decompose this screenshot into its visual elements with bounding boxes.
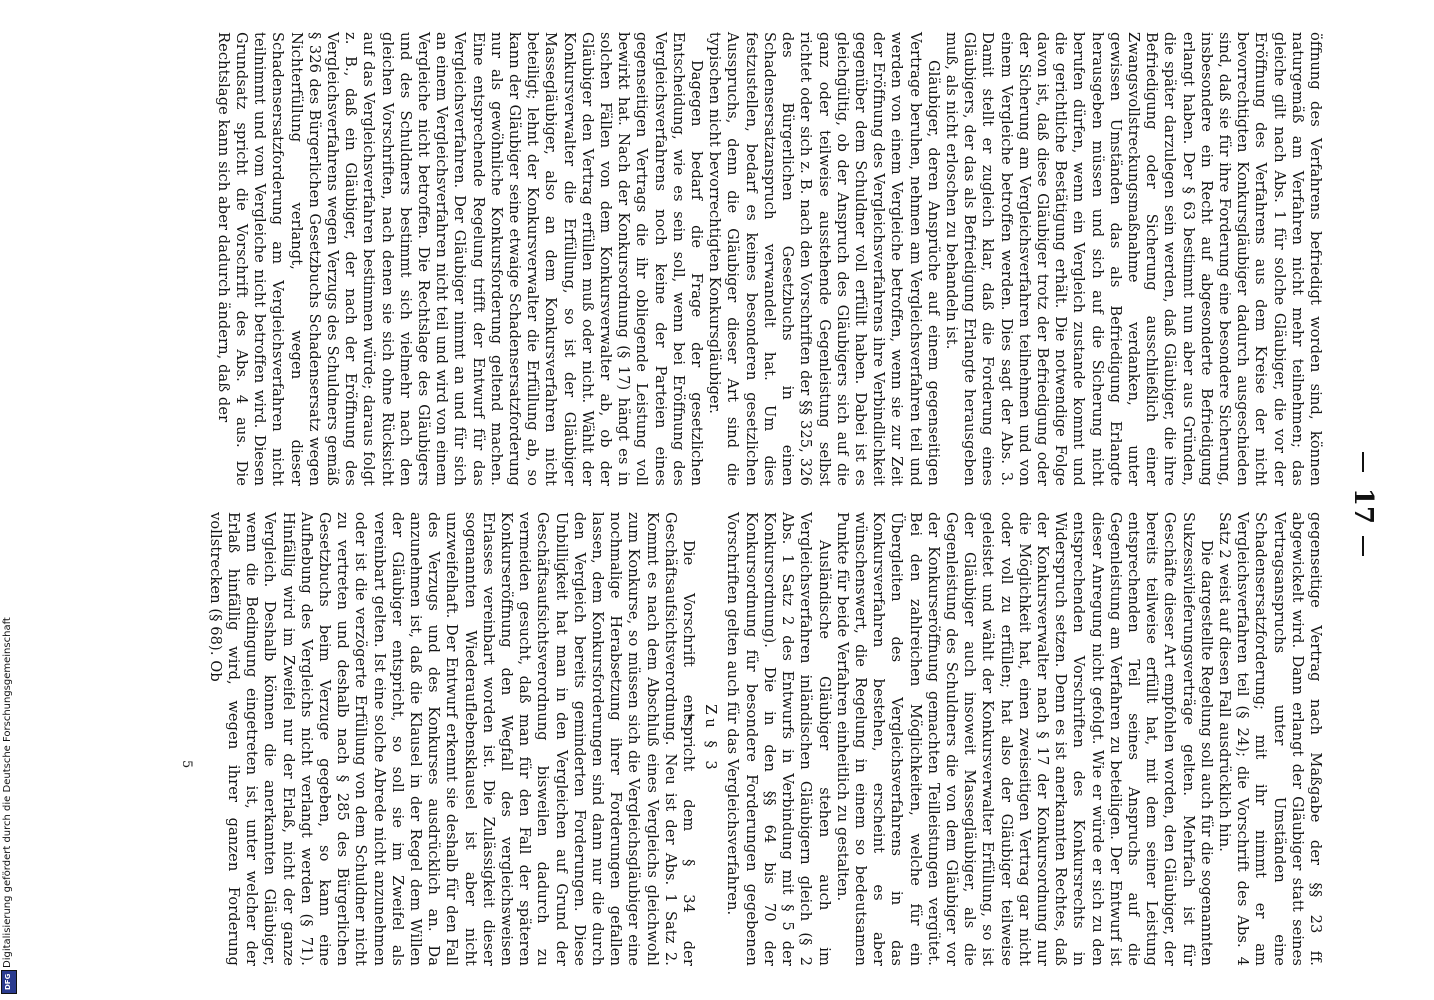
paragraph: Die dargestellte Regelung soll auch für die sogenannten Sukzessivlieferungsverträge gelten. Mehrfach ist für Geschäfte dieser Art empfohlen worden, den Gläubiger, der bereits teilweise erfüllt hat, mit dem seiner Leistung entsprechenden Teil seines Anspruchs auf die Gegenleistung am Verfahren zu beteiligen. Der Entwurf ist dieser Anregung nicht gefolgt. Wie er würde er sich zu den entsprechenden Vorschriften des Konkursrechts in Widerspruch setzen. Denn es ist anerkannten Rechtes, daß der Konkursverwalter nach § 17 der Konkursordnung nur die Möglichkeit hat, einen zweiseitigen Vertrag gar nicht oder voll zu erfüllen; hat also der Gläubiger teilweise geleistet und wählt der Konkursverwalter Erfüllung, so ist der Gläubiger auch insoweit Massegläubiger, als die Gegenleistung des Schuldners die von dem Gläubiger vor der Konkurseröffnung gemachten Teilleistungen vergütet. Bei den zahlreichen Möglichkeiten, welche für ein Übergleiten des Vergleichsverfahrens in das Konkursverfahren bestehen, erscheint es aber wünschenswert, die Regelung in einem so bedeutsamen Punkte für beide Verfahren einheitlich zu gestalten. (833, 512, 1215, 966)
signature-mark: 5 (179, 760, 194, 769)
header-dash-left (1362, 452, 1364, 472)
page-number: 17 (1348, 487, 1378, 525)
dfg-logo-icon (1, 970, 17, 994)
section-heading: Zu § 3 (702, 704, 720, 774)
header-dash-right (1362, 536, 1364, 556)
dfg-logo-text: DFG (4, 973, 12, 990)
rotated-page-content (24, 0, 1434, 1000)
paragraph: öffnung des Verfahrens befriedigt worden sind, können naturgemäß am Verfahren nicht mehr teilnehmen; das gleiche gilt nach Abs. 1 für solche Gläubiger, die vor der Eröffnung des Verfahrens aus dem Kreise der nicht bevorrechtigten Konkursgläubiger dadurch ausgeschieden sind, daß sie für ihre Forderung eine besondere Sicherung, insbesondere ein Recht auf abgesonderte Befriedigung erlangt haben. Der § 63 bestimmt nun aber aus Gründen, die später darzulegen sein werden, daß Gläubiger, die ihre Befriedigung oder Sicherung ausschließlich einer Zwangsvollstreckungsmaßnahme verdanken, unter gewissen Umständen das als Befriedigung Erlangte herausgeben müssen und sich auf die Sicherung nicht berufen dürfen, wenn ein Vergleich zustande kommt und die gerichtliche Bestätigung erhält. Die notwendige Folge davon ist, daß diese Gläubiger trotz der Befriedigung oder der Sicherung am Vergleichsverfahren teilnehmen und von einem Vergleiche betroffen werden. Dies sagt der Abs. 3. Damit stellt er zugleich klar, daß die Forderung eines Gläubigers, der das als Befriedigung Erlangte herausgeben muß, als nicht erloschen zu behandeln ist. (942, 32, 1324, 486)
paragraph: Ausländische Gläubiger stehen auch im Vergleichsverfahren inländischen Gläubigern gleich (§ 2 Abs. 1 Satz 2 des Entwurfs in Verbindung mit § 5 der Konkursordnung). Die in den §§ 64 bis 70 der Konkursordnung für besondere Forderungen gegebenen Vorschriften gelten auch für das Vergleichsverfahren. (724, 512, 833, 966)
paragraph: Gläubiger, deren Ansprüche auf einem gegenseitigen Vertrage beruhen, nehmen am Vergleichsverfahren teil und werden von einem Vergleiche betroffen, wenn sie zur Zeit der Eröffnung des Vergleichsverfahrens ihre Verbindlichkeit gegenüber dem Schuldner voll erfüllt haben. Dabei ist es gleichgültig, ob der Anspruch des Gläubigers sich auf die ganz oder teilweise ausstehende Gegenleistung selbst richtet oder sich z. B. nach den Vorschriften der §§ 325, 326 des Bürgerlichen Gesetzbuchs in einen Schadensersatzanspruch verwandelt hat. Um dies festzustellen, bedarf es keines besonderen gesetzlichen Ausspruchs, denn die Gläubiger dieser Art sind die typischen nicht bevorrechtigten Konkursgläubiger. (706, 32, 942, 486)
column-right-text (206, 512, 1324, 966)
column-left-text (214, 32, 1324, 486)
digitization-strip (0, 0, 20, 1000)
paragraph: Dagegen bedarf die Frage der gesetzlichen Entscheidung, wie es sein soll, wenn bei Eröffnung des Vergleichsverfahrens noch keine der Parteien eines gegenseitigen Vertrags die ihr obliegende Leistung voll bewirkt hat. Nach der Konkursordnung (§ 17) hängt es in solchen Fällen von dem Konkursverwalter ab, ob der Gläubiger den Vertrag erfüllen muß oder nicht. Wählt der Konkursverwalter die Erfüllung, so ist der Gläubiger Massegläubiger, also an dem Konkursverfahren nicht beteiligt; lehnt der Konkursverwalter die Erfüllung ab, so kann der Gläubiger seine etwaige Schadensersatzforderung nur als gewöhnliche Konkursforderung geltend machen. Eine entsprechende Regelung trifft der Entwurf für das Vergleichsverfahren. Der Gläubiger nimmt an und für sich an einem Vergleichsverfahren nicht teil und wird von einem Vergleiche nicht betroffen. Die Rechtslage des Gläubigers und des Schuldners bestimmt sich vielmehr nach den gleichen Vorschriften, nach denen sie sich ohne Rücksicht auf das Vergleichsverfahren bestimmen würde; daraus folgt z. B., daß ein Gläubiger, der nach der Eröffnung des Vergleichsverfahrens wegen Verzugs des Schuldners gemäß § 326 des Bürgerlichen Gesetzbuchs Schadensersatz wegen Nichterfüllung verlangt, wegen dieser Schadensersatzforderung am Vergleichsverfahren nicht teilnimmt und vom Vergleiche nicht betroffen wird. Diesen Grundsatz spricht die Vorschrift des Abs. 4 aus. Die Rechtslage kann sich aber dadurch ändern, daß der (214, 32, 706, 486)
page-header (1334, 0, 1378, 1000)
digitization-notice: Digitalisierung gefördert durch die Deutsche Forschungsgemeinschaft (2, 617, 13, 968)
paragraph: gegenseitige Vertrag nach Maßgabe der §§ 23 ff. abgewickelt wird. Dann erlangt der Gläubiger statt seines Vertragsanspruchs unter Umständen eine Schadensersatzforderung; mit ihr nimmt er am Vergleichsverfahren teil (§ 24); die Vorschrift des Abs. 4 Satz 2 weist auf diesen Fall ausdrücklich hin. (1215, 512, 1324, 966)
paragraph: Die Vorschrift entspricht dem § 34 der Geschäftsaufsichtsverordnung. Neu ist der Abs. 1 Satz 2. Kommt es nach dem Abschluß eines Vergleichs gleichwohl zum Konkurse, so müssen sich die Vergleichsgläubiger eine nochmalige Herabsetzung ihrer Forderungen gefallen lassen, dem Konkursforderungen sind dann nur die durch den Vergleich bereits geminderten Forderungen. Diese Unbilligkeit hat man in den Vergleichen auf Grund der Geschäftsaufsichtsverordnung bisweilen dadurch zu vermeiden gesucht, daß man für den Fall der späteren Konkurseröffnung den Wegfall des vergleichsweisen Erlasses vereinbart worden ist. Die Zulässigkeit dieser sogenannten Wiederauflebensklausel ist aber nicht unzweifelhaft. Der Entwurf erkennt sie deshalb für den Fall des Verzugs und des Konkurses ausdrücklich an. Da anzunehmen ist, daß die Klausel in der Regel dem Willen der Gläubiger entspricht, so soll sie im Zweifel als vereinbart gelten. Ist eine solche Abrede nicht anzunehmen oder ist die verzögerte Erfüllung von dem Schuldner nicht zu vertreten und deshalb nach § 285 des Bürgerlichen Gesetzbuchs beim Verzuge gegeben, so kann eine Aufhebung des Vergleichs nicht verlangt werden (§ 71). Hinfällig wird im Zweifel nur der Erlaß, nicht der ganze Vergleich. Deshalb können die anerkannten Gläubiger, wenn die Bedingung eingetreten ist, unter welcher der Erlaß hinfällig wird, wegen ihrer ganzen Forderung vollstrecken (§ 68). Ob (206, 512, 698, 966)
